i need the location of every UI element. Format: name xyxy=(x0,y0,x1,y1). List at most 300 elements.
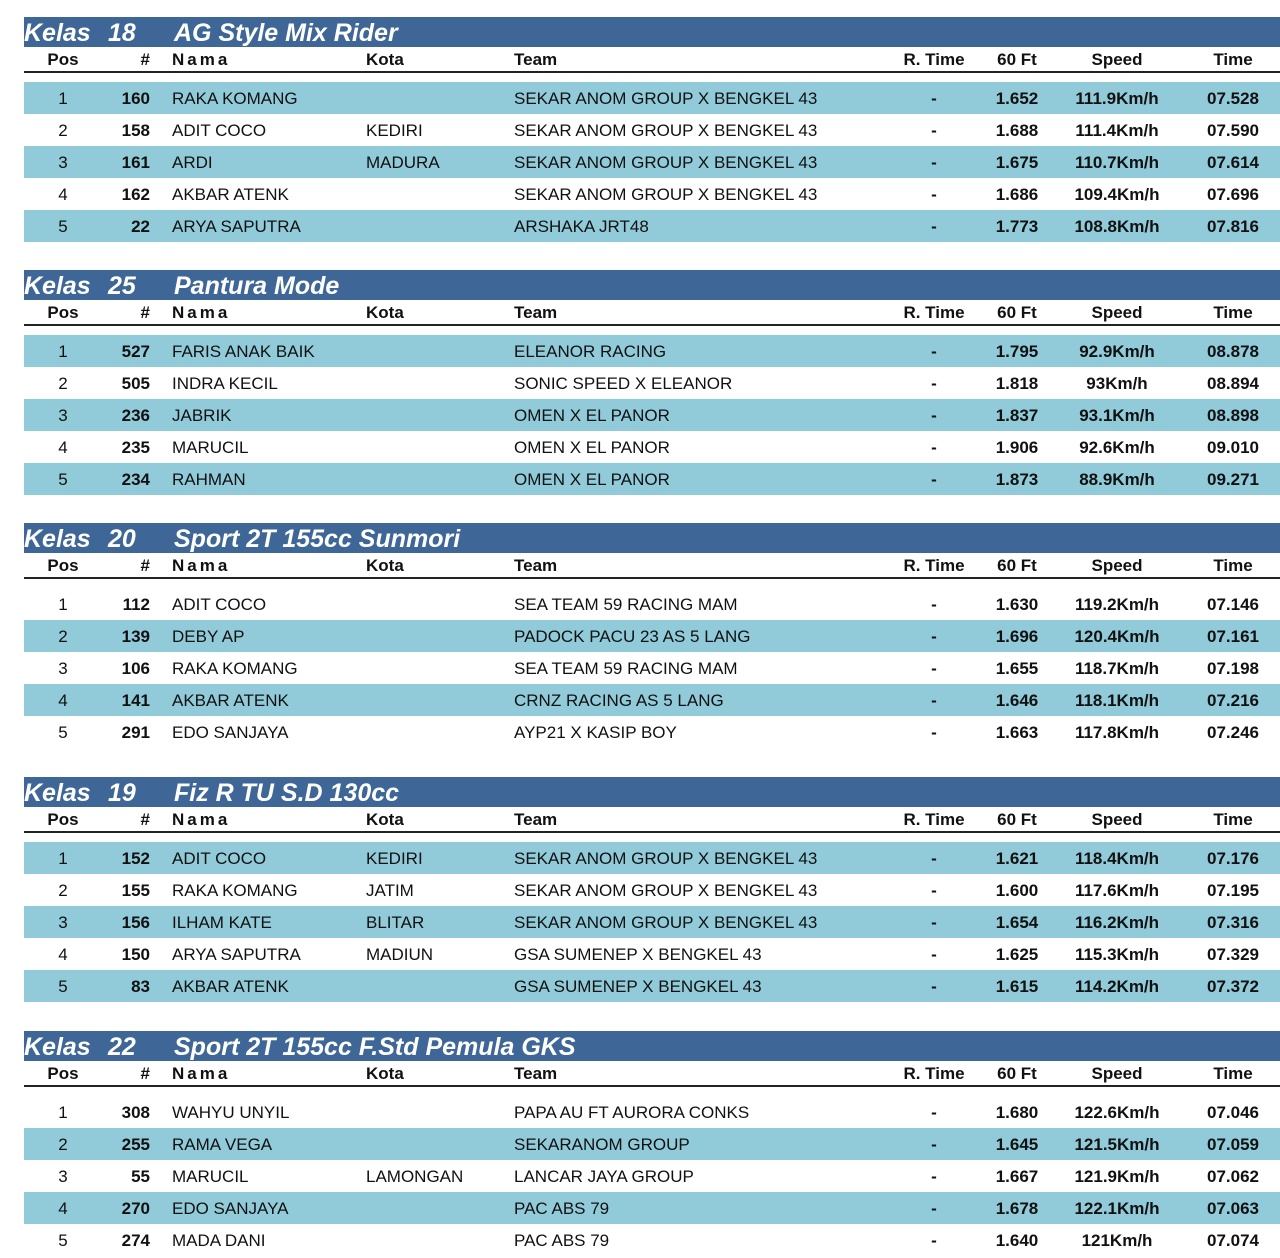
cell-team: SEKAR ANOM GROUP X BENGKEL 43 xyxy=(514,185,818,204)
cell-time: 08.894 xyxy=(1207,374,1259,393)
kelas-label: Kelas xyxy=(24,525,91,553)
col-team: Team xyxy=(514,810,558,829)
col-pos: Pos xyxy=(47,1064,79,1083)
col-kota: Kota xyxy=(366,1064,404,1083)
cell-60ft: 1.630 xyxy=(995,595,1039,614)
cell-rtime: - xyxy=(931,627,937,646)
cell-60ft: 1.773 xyxy=(995,217,1039,236)
cell-team: SEKAR ANOM GROUP X BENGKEL 43 xyxy=(514,89,818,108)
section-header xyxy=(24,777,1280,807)
col-pos: Pos xyxy=(47,556,79,575)
cell-number: 106 xyxy=(121,659,150,678)
cell-speed: 93.1Km/h xyxy=(1079,406,1155,425)
col-number: # xyxy=(140,556,150,575)
cell-60ft: 1.678 xyxy=(995,1199,1039,1218)
cell-speed: 121.9Km/h xyxy=(1074,1167,1160,1186)
cell-time: 07.059 xyxy=(1207,1135,1259,1154)
cell-team: SEA TEAM 59 RACING MAM xyxy=(514,659,738,678)
column-header-row xyxy=(24,1061,1280,1087)
cell-60ft: 1.640 xyxy=(995,1231,1039,1250)
cell-nama: FARIS ANAK BAIK xyxy=(172,342,315,361)
cell-nama: ILHAM KATE xyxy=(172,913,272,932)
cell-pos: 3 xyxy=(58,913,68,932)
cell-nama: RAHMAN xyxy=(172,470,246,489)
table-row xyxy=(24,620,1280,652)
cell-team: PAC ABS 79 xyxy=(514,1231,610,1250)
col-rtime: R. Time xyxy=(903,50,965,69)
cell-number: 158 xyxy=(121,121,150,140)
cell-time: 07.046 xyxy=(1207,1103,1259,1122)
cell-60ft: 1.675 xyxy=(995,153,1039,172)
cell-60ft: 1.652 xyxy=(995,89,1039,108)
cell-pos: 5 xyxy=(58,1231,68,1250)
cell-speed: 114.2Km/h xyxy=(1074,977,1160,996)
table-row xyxy=(24,970,1280,1002)
cell-60ft: 1.818 xyxy=(995,374,1039,393)
cell-speed: 122.6Km/h xyxy=(1074,1103,1160,1122)
cell-speed: 92.6Km/h xyxy=(1079,438,1155,457)
table-row xyxy=(24,1128,1280,1160)
cell-pos: 2 xyxy=(58,121,68,140)
cell-pos: 3 xyxy=(58,406,68,425)
table-row xyxy=(24,82,1280,114)
cell-number: 139 xyxy=(121,627,150,646)
cell-nama: RAKA KOMANG xyxy=(172,881,298,900)
cell-60ft: 1.655 xyxy=(995,659,1039,678)
table-row xyxy=(24,146,1280,178)
cell-time: 07.176 xyxy=(1207,849,1259,868)
cell-pos: 4 xyxy=(58,691,68,710)
kelas-label: Kelas xyxy=(24,1033,91,1061)
cell-speed: 116.2Km/h xyxy=(1074,913,1160,932)
cell-pos: 1 xyxy=(58,595,68,614)
cell-team: AYP21 X KASIP BOY xyxy=(514,723,677,742)
cell-nama: INDRA KECIL xyxy=(172,374,278,393)
cell-number: 160 xyxy=(121,89,150,108)
cell-nama: ADIT COCO xyxy=(172,595,267,614)
section-header xyxy=(24,17,1280,47)
cell-pos: 4 xyxy=(58,438,68,457)
col-nama: Nama xyxy=(172,556,231,575)
cell-60ft: 1.688 xyxy=(995,121,1039,140)
cell-pos: 3 xyxy=(58,1167,68,1186)
cell-team: SEKAR ANOM GROUP X BENGKEL 43 xyxy=(514,153,818,172)
cell-rtime: - xyxy=(931,691,937,710)
col-60ft: 60 Ft xyxy=(997,556,1037,575)
cell-nama: ADIT COCO xyxy=(172,121,267,140)
cell-time: 07.590 xyxy=(1207,121,1259,140)
cell-rtime: - xyxy=(931,1167,937,1186)
rows xyxy=(24,335,1280,495)
cell-time: 07.246 xyxy=(1207,723,1259,742)
cell-team: GSA SUMENEP X BENGKEL 43 xyxy=(514,945,762,964)
table-row xyxy=(24,842,1280,874)
cell-pos: 2 xyxy=(58,1135,68,1154)
table-row xyxy=(24,431,1280,463)
cell-time: 08.898 xyxy=(1207,406,1259,425)
cell-nama: ARYA SAPUTRA xyxy=(172,217,301,236)
class-title: Fiz R TU S.D 130cc xyxy=(174,779,400,807)
cell-time: 09.271 xyxy=(1207,470,1259,489)
cell-number: 141 xyxy=(121,691,150,710)
cell-speed: 92.9Km/h xyxy=(1079,342,1155,361)
col-kota: Kota xyxy=(366,810,404,829)
cell-speed: 122.1Km/h xyxy=(1074,1199,1160,1218)
cell-time: 07.063 xyxy=(1207,1199,1259,1218)
cell-team: GSA SUMENEP X BENGKEL 43 xyxy=(514,977,762,996)
table-row xyxy=(24,716,1280,748)
cell-pos: 4 xyxy=(58,1199,68,1218)
cell-nama: ARDI xyxy=(172,153,213,172)
cell-time: 07.614 xyxy=(1207,153,1259,172)
col-time: Time xyxy=(1213,303,1253,322)
cell-kota: JATIM xyxy=(366,881,414,900)
cell-kota: KEDIRI xyxy=(366,121,423,140)
cell-number: 274 xyxy=(121,1231,150,1250)
cell-60ft: 1.906 xyxy=(995,438,1039,457)
cell-kota: BLITAR xyxy=(366,913,425,932)
cell-60ft: 1.663 xyxy=(995,723,1039,742)
cell-number: 308 xyxy=(121,1103,150,1122)
cell-nama: JABRIK xyxy=(172,406,232,425)
cell-nama: WAHYU UNYIL xyxy=(172,1103,290,1122)
cell-speed: 110.7Km/h xyxy=(1074,153,1160,172)
cell-pos: 2 xyxy=(58,374,68,393)
col-rtime: R. Time xyxy=(903,303,965,322)
cell-team: PAPA AU FT AURORA CONKS xyxy=(514,1103,750,1122)
cell-nama: AKBAR ATENK xyxy=(172,977,289,996)
table-row xyxy=(24,114,1280,146)
table-row xyxy=(24,178,1280,210)
cell-60ft: 1.795 xyxy=(995,342,1039,361)
cell-team: OMEN X EL PANOR xyxy=(514,438,670,457)
col-time: Time xyxy=(1213,50,1253,69)
cell-nama: ADIT COCO xyxy=(172,849,267,868)
table-row xyxy=(24,684,1280,716)
col-number: # xyxy=(140,50,150,69)
cell-nama: EDO SANJAYA xyxy=(172,723,289,742)
cell-speed: 109.4Km/h xyxy=(1074,185,1160,204)
cell-pos: 5 xyxy=(58,723,68,742)
cell-speed: 121Km/h xyxy=(1081,1231,1153,1250)
cell-time: 07.146 xyxy=(1207,595,1259,614)
cell-rtime: - xyxy=(931,121,937,140)
cell-60ft: 1.873 xyxy=(995,470,1039,489)
col-rtime: R. Time xyxy=(903,810,965,829)
kelas-label: Kelas xyxy=(24,272,91,300)
cell-kota: LAMONGAN xyxy=(366,1167,464,1186)
cell-rtime: - xyxy=(931,470,937,489)
cell-rtime: - xyxy=(931,881,937,900)
col-nama: Nama xyxy=(172,50,231,69)
cell-number: 156 xyxy=(121,913,150,932)
class-title: Sport 2T 155cc Sunmori xyxy=(174,525,461,553)
cell-kota: MADIUN xyxy=(366,945,434,964)
cell-team: SEKAR ANOM GROUP X BENGKEL 43 xyxy=(514,881,818,900)
cell-rtime: - xyxy=(931,1135,937,1154)
cell-60ft: 1.621 xyxy=(995,849,1039,868)
cell-nama: ARYA SAPUTRA xyxy=(172,945,301,964)
cell-rtime: - xyxy=(931,89,937,108)
cell-pos: 4 xyxy=(58,185,68,204)
class-title: Pantura Mode xyxy=(174,272,340,300)
cell-rtime: - xyxy=(931,438,937,457)
cell-speed: 88.9Km/h xyxy=(1079,470,1155,489)
cell-number: 152 xyxy=(121,849,150,868)
cell-rtime: - xyxy=(931,659,937,678)
table-row xyxy=(24,210,1280,242)
col-team: Team xyxy=(514,1064,558,1083)
cell-60ft: 1.615 xyxy=(995,977,1039,996)
cell-kota: KEDIRI xyxy=(366,849,423,868)
rows xyxy=(24,588,1280,748)
cell-time: 08.878 xyxy=(1207,342,1259,361)
result-section xyxy=(24,777,1280,1002)
cell-pos: 5 xyxy=(58,470,68,489)
col-team: Team xyxy=(514,50,558,69)
cell-rtime: - xyxy=(931,185,937,204)
cell-speed: 117.8Km/h xyxy=(1074,723,1160,742)
cell-pos: 1 xyxy=(58,342,68,361)
rows xyxy=(24,1096,1280,1256)
col-nama: Nama xyxy=(172,810,231,829)
cell-speed: 118.4Km/h xyxy=(1074,849,1160,868)
cell-speed: 120.4Km/h xyxy=(1074,627,1160,646)
column-header-row xyxy=(24,807,1280,833)
cell-nama: MADA DANI xyxy=(172,1231,266,1250)
cell-number: 527 xyxy=(121,342,150,361)
result-section xyxy=(24,1031,1280,1256)
cell-number: 22 xyxy=(131,217,150,236)
kelas-number: 19 xyxy=(108,779,136,807)
cell-60ft: 1.625 xyxy=(995,945,1039,964)
col-team: Team xyxy=(514,556,558,575)
cell-number: 255 xyxy=(121,1135,150,1154)
cell-team: OMEN X EL PANOR xyxy=(514,470,670,489)
cell-pos: 1 xyxy=(58,1103,68,1122)
table-row xyxy=(24,335,1280,367)
cell-team: LANCAR JAYA GROUP xyxy=(514,1167,694,1186)
col-speed: Speed xyxy=(1091,556,1143,575)
cell-60ft: 1.686 xyxy=(995,185,1039,204)
col-time: Time xyxy=(1213,1064,1253,1083)
cell-speed: 118.1Km/h xyxy=(1074,691,1160,710)
cell-pos: 3 xyxy=(58,659,68,678)
col-number: # xyxy=(140,1064,150,1083)
cell-60ft: 1.600 xyxy=(995,881,1039,900)
cell-speed: 118.7Km/h xyxy=(1074,659,1160,678)
column-header-row xyxy=(24,47,1280,73)
col-time: Time xyxy=(1213,810,1253,829)
cell-60ft: 1.654 xyxy=(995,913,1039,932)
cell-kota: MADURA xyxy=(366,153,440,172)
cell-team: ELEANOR RACING xyxy=(514,342,667,361)
cell-time: 07.074 xyxy=(1207,1231,1259,1250)
col-time: Time xyxy=(1213,556,1253,575)
cell-rtime: - xyxy=(931,913,937,932)
cell-team: SEKAR ANOM GROUP X BENGKEL 43 xyxy=(514,913,818,932)
cell-time: 07.816 xyxy=(1207,217,1259,236)
cell-number: 150 xyxy=(121,945,150,964)
cell-team: ARSHAKA JRT48 xyxy=(514,217,649,236)
table-row xyxy=(24,399,1280,431)
column-header-row xyxy=(24,553,1280,579)
cell-number: 161 xyxy=(121,153,150,172)
col-kota: Kota xyxy=(366,50,404,69)
cell-nama: RAMA VEGA xyxy=(172,1135,273,1154)
class-title: Sport 2T 155cc F.Std Pemula GKS xyxy=(174,1033,576,1061)
col-speed: Speed xyxy=(1091,810,1143,829)
cell-number: 235 xyxy=(121,438,150,457)
cell-time: 07.329 xyxy=(1207,945,1259,964)
cell-rtime: - xyxy=(931,1231,937,1250)
cell-pos: 1 xyxy=(58,89,68,108)
col-pos: Pos xyxy=(47,810,79,829)
cell-60ft: 1.680 xyxy=(995,1103,1039,1122)
cell-pos: 5 xyxy=(58,977,68,996)
cell-time: 07.062 xyxy=(1207,1167,1259,1186)
cell-60ft: 1.645 xyxy=(995,1135,1039,1154)
cell-speed: 121.5Km/h xyxy=(1074,1135,1160,1154)
cell-number: 291 xyxy=(121,723,150,742)
cell-rtime: - xyxy=(931,723,937,742)
col-60ft: 60 Ft xyxy=(997,1064,1037,1083)
cell-speed: 119.2Km/h xyxy=(1074,595,1160,614)
cell-rtime: - xyxy=(931,406,937,425)
col-kota: Kota xyxy=(366,303,404,322)
cell-nama: AKBAR ATENK xyxy=(172,691,289,710)
table-row xyxy=(24,652,1280,684)
cell-nama: AKBAR ATENK xyxy=(172,185,289,204)
cell-number: 236 xyxy=(121,406,150,425)
cell-nama: MARUCIL xyxy=(172,1167,249,1186)
cell-speed: 117.6Km/h xyxy=(1074,881,1160,900)
cell-time: 07.528 xyxy=(1207,89,1259,108)
table-row xyxy=(24,1224,1280,1256)
kelas-number: 20 xyxy=(108,525,136,553)
rows xyxy=(24,842,1280,1002)
cell-nama: RAKA KOMANG xyxy=(172,659,298,678)
cell-speed: 115.3Km/h xyxy=(1074,945,1160,964)
table-row xyxy=(24,1096,1280,1128)
column-header-row xyxy=(24,300,1280,326)
cell-time: 07.195 xyxy=(1207,881,1259,900)
col-speed: Speed xyxy=(1091,1064,1143,1083)
cell-rtime: - xyxy=(931,342,937,361)
table-row xyxy=(24,367,1280,399)
cell-60ft: 1.646 xyxy=(995,691,1039,710)
cell-team: SEA TEAM 59 RACING MAM xyxy=(514,595,738,614)
result-section xyxy=(24,17,1280,242)
cell-rtime: - xyxy=(931,595,937,614)
cell-nama: MARUCIL xyxy=(172,438,249,457)
col-speed: Speed xyxy=(1091,50,1143,69)
cell-team: SEKAR ANOM GROUP X BENGKEL 43 xyxy=(514,121,818,140)
cell-speed: 111.4Km/h xyxy=(1075,121,1159,140)
cell-number: 234 xyxy=(121,470,150,489)
cell-rtime: - xyxy=(931,153,937,172)
cell-number: 112 xyxy=(122,595,150,614)
cell-pos: 2 xyxy=(58,627,68,646)
rows xyxy=(24,82,1280,242)
cell-time: 07.316 xyxy=(1207,913,1259,932)
cell-rtime: - xyxy=(931,374,937,393)
col-nama: Nama xyxy=(172,1064,231,1083)
col-team: Team xyxy=(514,303,558,322)
cell-rtime: - xyxy=(931,977,937,996)
cell-rtime: - xyxy=(931,217,937,236)
result-section xyxy=(24,523,1280,748)
cell-speed: 111.9Km/h xyxy=(1075,89,1159,108)
col-speed: Speed xyxy=(1091,303,1143,322)
kelas-number: 22 xyxy=(108,1033,136,1061)
cell-number: 270 xyxy=(121,1199,150,1218)
cell-time: 07.198 xyxy=(1207,659,1259,678)
kelas-label: Kelas xyxy=(24,779,91,807)
kelas-label: Kelas xyxy=(24,19,91,47)
cell-rtime: - xyxy=(931,849,937,868)
cell-team: PAC ABS 79 xyxy=(514,1199,610,1218)
table-row xyxy=(24,1160,1280,1192)
cell-rtime: - xyxy=(931,1199,937,1218)
cell-pos: 4 xyxy=(58,945,68,964)
cell-number: 55 xyxy=(131,1167,150,1186)
cell-60ft: 1.696 xyxy=(995,627,1039,646)
cell-number: 505 xyxy=(121,374,150,393)
col-pos: Pos xyxy=(47,303,79,322)
cell-rtime: - xyxy=(931,1103,937,1122)
col-pos: Pos xyxy=(47,50,79,69)
section-header xyxy=(24,270,1280,300)
cell-time: 07.216 xyxy=(1207,691,1259,710)
col-rtime: R. Time xyxy=(903,556,965,575)
cell-pos: 1 xyxy=(58,849,68,868)
result-section xyxy=(24,270,1280,495)
col-60ft: 60 Ft xyxy=(997,50,1037,69)
col-nama: Nama xyxy=(172,303,231,322)
cell-nama: DEBY AP xyxy=(172,627,245,646)
cell-nama: EDO SANJAYA xyxy=(172,1199,289,1218)
cell-team: PADOCK PACU 23 AS 5 LANG xyxy=(514,627,751,646)
section-header xyxy=(24,523,1280,553)
cell-number: 83 xyxy=(131,977,150,996)
col-number: # xyxy=(140,303,150,322)
kelas-number: 18 xyxy=(108,19,136,47)
col-60ft: 60 Ft xyxy=(997,303,1037,322)
cell-number: 162 xyxy=(121,185,150,204)
cell-60ft: 1.837 xyxy=(995,406,1039,425)
cell-time: 07.696 xyxy=(1207,185,1259,204)
table-row xyxy=(24,938,1280,970)
table-row xyxy=(24,874,1280,906)
cell-time: 09.010 xyxy=(1207,438,1259,457)
cell-team: SONIC SPEED X ELEANOR xyxy=(514,374,733,393)
col-rtime: R. Time xyxy=(903,1064,965,1083)
col-number: # xyxy=(140,810,150,829)
cell-number: 155 xyxy=(121,881,150,900)
class-title: AG Style Mix Rider xyxy=(174,19,398,47)
cell-team: OMEN X EL PANOR xyxy=(514,406,670,425)
cell-speed: 93Km/h xyxy=(1086,374,1148,393)
table-row xyxy=(24,1192,1280,1224)
cell-pos: 2 xyxy=(58,881,68,900)
cell-pos: 5 xyxy=(58,217,68,236)
cell-nama: RAKA KOMANG xyxy=(172,89,298,108)
cell-team: SEKAR ANOM GROUP X BENGKEL 43 xyxy=(514,849,818,868)
cell-time: 07.372 xyxy=(1207,977,1259,996)
kelas-number: 25 xyxy=(108,272,136,300)
table-row xyxy=(24,463,1280,495)
